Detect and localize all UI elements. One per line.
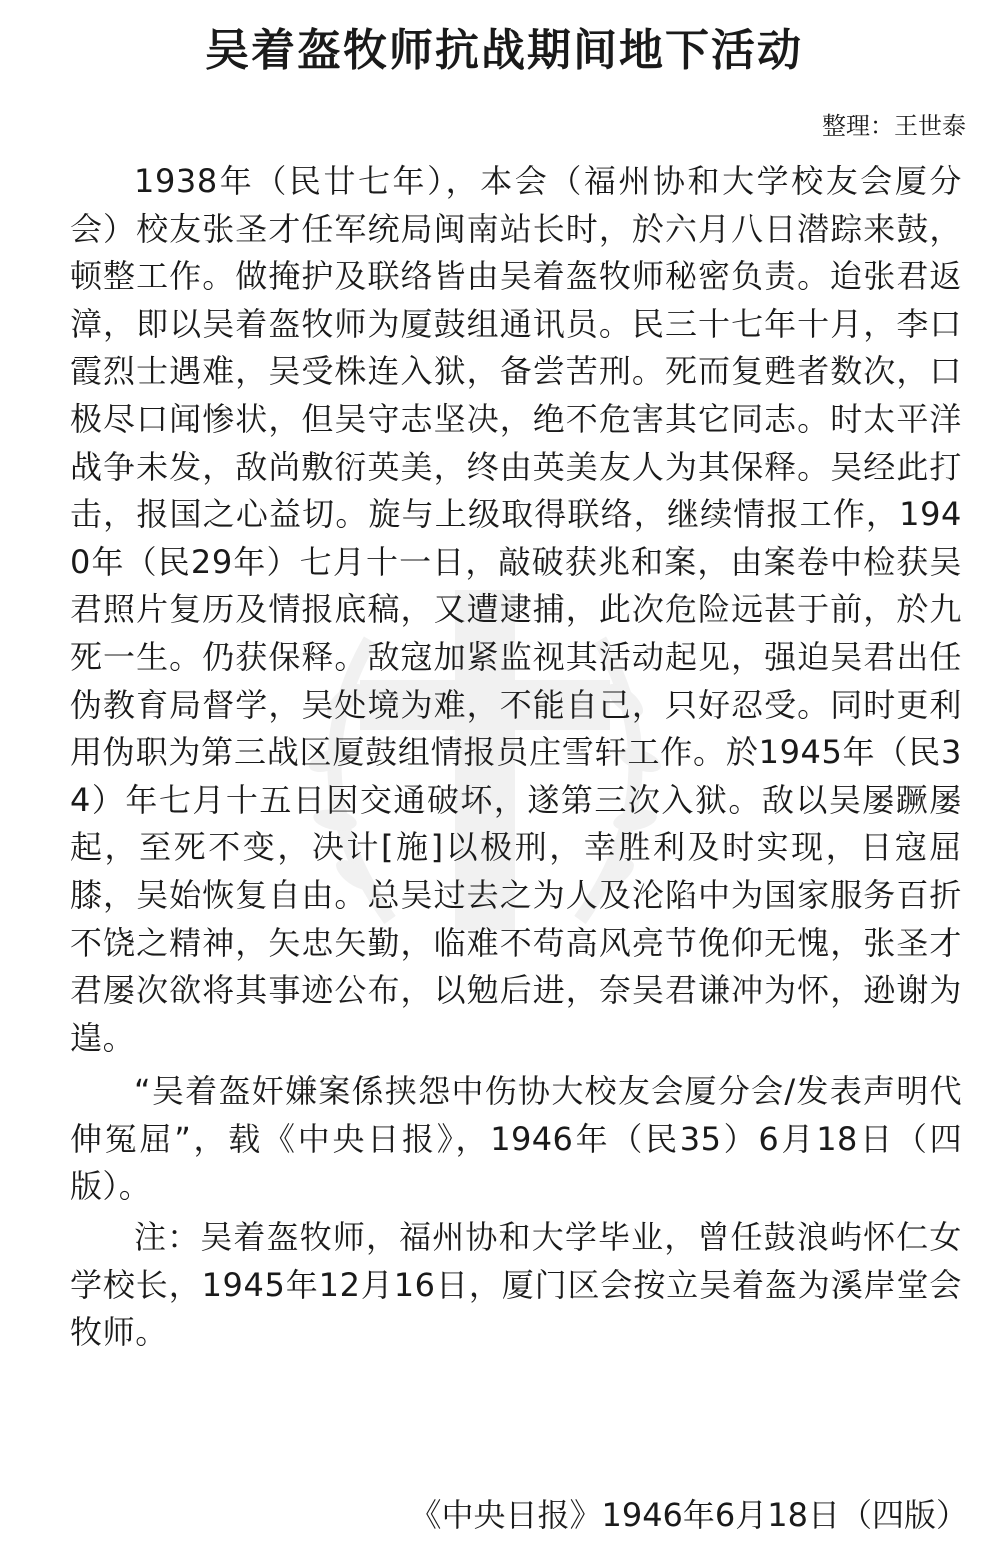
source-reference: 《中央日报》1946年6月18日（四版）: [409, 1496, 968, 1534]
compiler-credit: 整理：王世泰: [822, 112, 966, 140]
note-paragraph: 注：吴着盔牧师，福州协和大学毕业，曾任鼓浪屿怀仁女学校长，1945年12月16日，厦门区会按立吴着盔为溪岸堂会牧师。: [70, 1218, 962, 1352]
main-paragraph: 1938年（民廿七年），本会（福州协和大学校友会厦分会）校友张圣才任军统局闽南站长时，於六月八日潜踪来鼓，顿整工作。做掩护及联络皆由吴着盔牧师秘密负责。迨张君返漳，即以吴着盔牧师为厦鼓组通讯员。民三十七年十月，李口霞烈士遇难，吴受株连入狱，备尝苦刑。死而复甦者数次，口极尽口闻惨状，但吴守志坚决，绝不危害其它同志。时太平洋战争未发，敌尚敷衍英美，终由英美友人为其保释。吴经此打击，报国之心益切。旋与上级取得联络，继续情报工作，1940年（民29年）七月十一日，敲破获兆和案，由案卷中检获吴君照片复历及情报底稿，又遭逮捕，此次危险远甚于前，於九死一生。仍获保释。敌寇加紧监视其活动起见，强迫吴君出任伪教育局督学，吴处境为难，不能自己，只好忍受。同时更利用伪职为第三战区厦鼓组情报员庄雪轩工作。於1945年（民34）年七月十五日因交通破坏，遂第三次入狱。敌以吴屡蹶屡起，至死不变，决计[施]以极刑，幸胜利及时实现，日寇屈膝，吴始恢复自由。总吴过去之为人及沦陷中为国家服务百折不饶之精神，矢忠矢勤，临难不苟高风亮节俛仰无愧，张圣才君屡次欲将其事迹公布，以勉后进，奈吴君谦冲为怀，逊谢为遑。: [70, 162, 962, 1057]
citation-paragraph: “吴着盔奸嫌案係挟怨中伤协大校友会厦分会/发表声明代伸冤屈”，载《中央日报》，1946年（民35）6月18日（四版）。: [70, 1072, 962, 1206]
document-title: 吴着盔牧师抗战期间地下活动: [205, 25, 803, 76]
article-body: [70, 158, 962, 1357]
